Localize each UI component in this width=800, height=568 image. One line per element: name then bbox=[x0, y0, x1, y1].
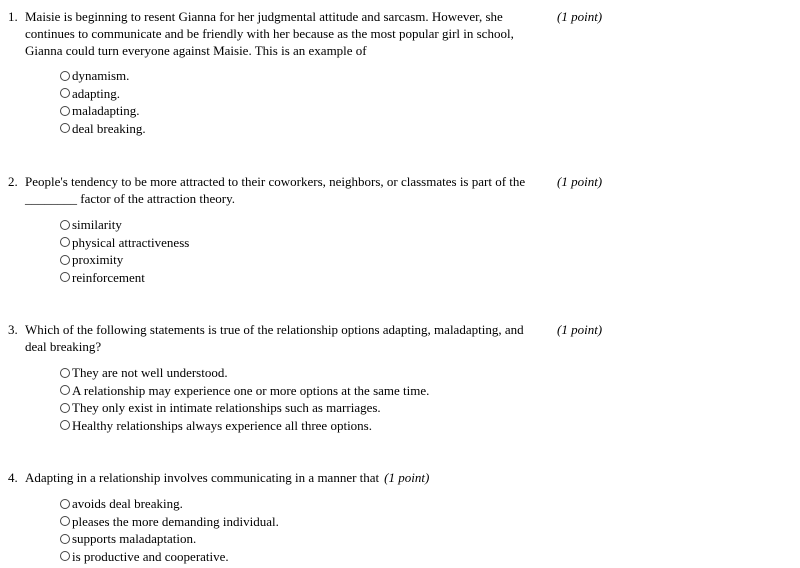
option-label: deal breaking. bbox=[72, 120, 146, 136]
option-label: dynamism. bbox=[72, 68, 130, 84]
option-label: pleases the more demanding individual. bbox=[72, 513, 279, 529]
option-one-or-more-options[interactable] bbox=[60, 382, 429, 400]
option-deal-breaking[interactable] bbox=[60, 120, 146, 138]
option-label: A relationship may experience one or more options at the same time. bbox=[72, 382, 430, 398]
radio-button[interactable] bbox=[60, 403, 70, 413]
radio-button[interactable] bbox=[60, 385, 70, 395]
radio-button[interactable] bbox=[60, 420, 70, 430]
option-label: They only exist in intimate relationships such as marriages. bbox=[72, 400, 381, 416]
question-2-options bbox=[60, 216, 189, 286]
option-reinforcement[interactable] bbox=[60, 269, 189, 287]
radio-button[interactable] bbox=[60, 499, 70, 509]
option-productive-cooperative[interactable] bbox=[60, 548, 279, 566]
question-points: (1 point) bbox=[384, 470, 430, 485]
option-label: avoids deal breaking. bbox=[72, 496, 183, 512]
question-text-container bbox=[25, 469, 585, 486]
question-text: Maisie is beginning to resent Gianna for her judgmental attitude and sarcasm. However, she continues to communicate and be friendly with her because as the most popular girl in school, Gianna could turn everyone against Maisie. This is an example of bbox=[25, 9, 514, 58]
option-label: reinforcement bbox=[72, 269, 145, 285]
question-4-options bbox=[60, 495, 279, 565]
question-points: (1 point) bbox=[557, 322, 603, 337]
option-proximity[interactable] bbox=[60, 251, 189, 269]
question-number: 4. bbox=[8, 470, 18, 485]
radio-button[interactable] bbox=[60, 88, 70, 98]
option-avoids-deal-breaking[interactable] bbox=[60, 495, 279, 513]
option-label: similarity bbox=[72, 217, 122, 233]
radio-button[interactable] bbox=[60, 534, 70, 544]
option-supports-maladaptation[interactable] bbox=[60, 530, 279, 548]
radio-button[interactable] bbox=[60, 106, 70, 116]
radio-button[interactable] bbox=[60, 272, 70, 282]
option-adapting[interactable] bbox=[60, 85, 146, 103]
option-label: physical attractiveness bbox=[72, 234, 190, 250]
option-not-well-understood[interactable] bbox=[60, 364, 429, 382]
radio-button[interactable] bbox=[60, 516, 70, 526]
option-label: Healthy relationships always experience all three options. bbox=[72, 417, 372, 433]
question-points: (1 point) bbox=[557, 174, 603, 189]
option-dynamism[interactable] bbox=[60, 67, 146, 85]
radio-button[interactable] bbox=[60, 220, 70, 230]
question-text: People's tendency to be more attracted to their coworkers, neighbors, or classmates is part of the ________ factor of the attraction theory. bbox=[25, 174, 526, 206]
option-physical-attractiveness[interactable] bbox=[60, 234, 189, 252]
question-number: 2. bbox=[8, 174, 18, 189]
question-text: Adapting in a relationship involves communicating in a manner that bbox=[25, 470, 380, 485]
radio-button[interactable] bbox=[60, 71, 70, 81]
option-label: is productive and cooperative. bbox=[72, 548, 229, 564]
option-similarity[interactable] bbox=[60, 216, 189, 234]
radio-button[interactable] bbox=[60, 368, 70, 378]
option-label: proximity bbox=[72, 252, 124, 268]
radio-button[interactable] bbox=[60, 123, 70, 133]
radio-button[interactable] bbox=[60, 551, 70, 561]
option-pleases-demanding[interactable] bbox=[60, 513, 279, 531]
option-label: They are not well understood. bbox=[72, 365, 228, 381]
option-label: adapting. bbox=[72, 85, 121, 101]
radio-button[interactable] bbox=[60, 255, 70, 265]
option-label: supports maladaptation. bbox=[72, 531, 197, 547]
option-intimate-relationships[interactable] bbox=[60, 399, 429, 417]
option-maladapting[interactable] bbox=[60, 102, 146, 120]
question-3-options bbox=[60, 364, 429, 434]
question-points: (1 point) bbox=[557, 9, 603, 24]
question-text: Which of the following statements is true of the relationship options adapting, maladapting, and deal breaking? bbox=[25, 322, 524, 354]
option-label: maladapting. bbox=[72, 103, 140, 119]
question-1-options bbox=[60, 67, 146, 137]
option-all-three-options[interactable] bbox=[60, 417, 429, 435]
radio-button[interactable] bbox=[60, 237, 70, 247]
question-number: 1. bbox=[8, 9, 18, 24]
question-number: 3. bbox=[8, 322, 18, 337]
